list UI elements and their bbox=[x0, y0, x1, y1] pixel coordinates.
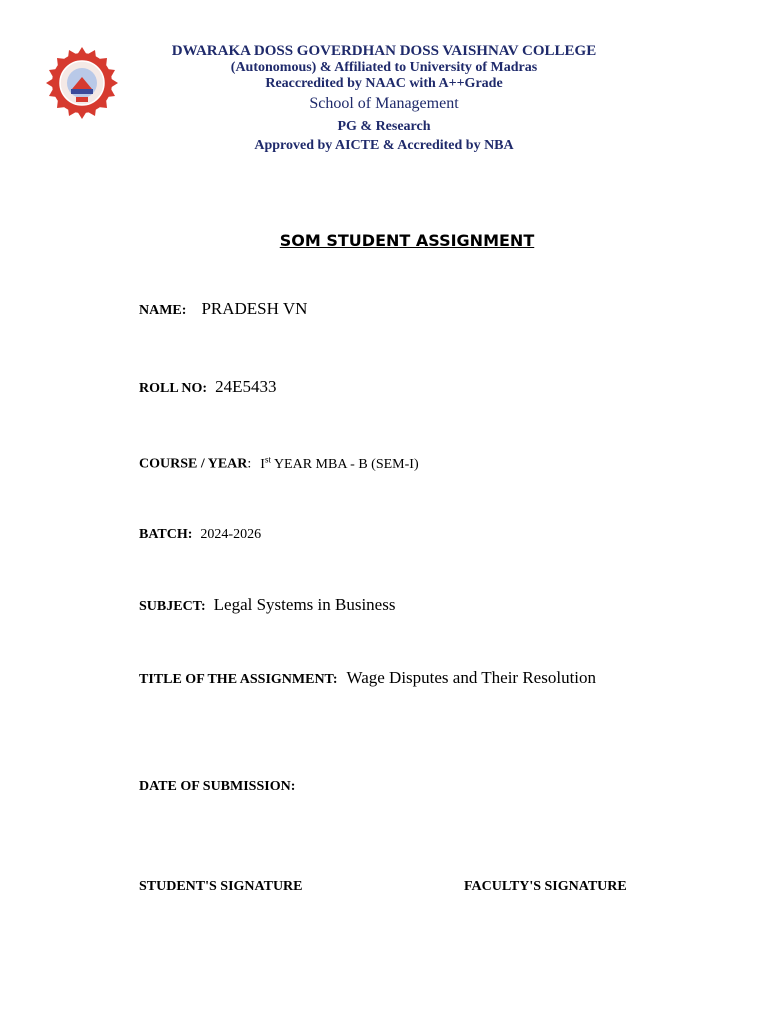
assignment-title-label: TITLE OF THE ASSIGNMENT: bbox=[139, 672, 338, 687]
roll-label: ROLL NO: bbox=[139, 381, 208, 396]
roll-field bbox=[139, 377, 276, 397]
course-value bbox=[260, 454, 419, 472]
assignment-title-value: Wage Disputes and Their Resolution bbox=[346, 668, 597, 687]
course-year-number: I bbox=[260, 456, 265, 472]
course-year-suffix: st bbox=[264, 454, 271, 464]
accreditation-line: Reaccredited by NAAC with A++Grade bbox=[265, 76, 503, 91]
college-name: DWARAKA DOSS GOVERDHAN DOSS VAISHNAV COLLEGE bbox=[171, 43, 597, 59]
name-label: NAME: bbox=[139, 303, 187, 318]
student-signature-label: STUDENT'S SIGNATURE bbox=[139, 879, 303, 894]
date-field bbox=[139, 777, 295, 795]
course-program: YEAR MBA - B (SEM-I) bbox=[270, 456, 419, 472]
name-value: PRADESH VN bbox=[201, 299, 308, 318]
approval-line: Approved by AICTE & Accredited by NBA bbox=[254, 138, 514, 153]
batch-field bbox=[139, 525, 261, 543]
batch-value: 2024-2026 bbox=[200, 527, 262, 542]
assignment-title-field bbox=[139, 668, 596, 688]
date-label: DATE OF SUBMISSION: bbox=[139, 779, 296, 794]
course-field bbox=[139, 454, 419, 473]
name-field bbox=[139, 299, 307, 319]
subject-label: SUBJECT: bbox=[139, 599, 206, 614]
subject-field bbox=[139, 595, 395, 615]
faculty-signature-label: FACULTY'S SIGNATURE bbox=[464, 879, 627, 894]
college-header bbox=[0, 42, 768, 155]
subject-value: Legal Systems in Business bbox=[213, 595, 396, 614]
pg-research-line: PG & Research bbox=[337, 119, 431, 134]
roll-value: 24E5433 bbox=[215, 377, 277, 396]
school-name: School of Management bbox=[309, 95, 459, 112]
batch-label: BATCH: bbox=[139, 527, 193, 542]
course-label: COURSE / YEAR bbox=[139, 456, 248, 472]
document-title: SOM STUDENT ASSIGNMENT bbox=[279, 231, 535, 250]
affiliation-line: (Autonomous) & Affiliated to University of Madras bbox=[230, 60, 538, 75]
course-colon: : bbox=[247, 456, 252, 472]
